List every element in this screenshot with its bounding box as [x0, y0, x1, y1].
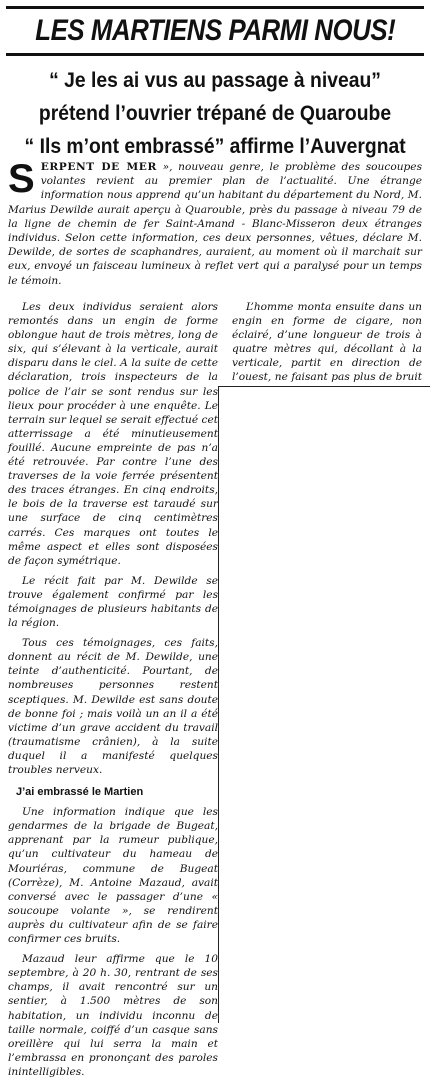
blank-area — [218, 386, 430, 1023]
headline-block — [8, 64, 422, 163]
headline-1: “ Je les ai vus au passage à niveau” — [49, 69, 381, 92]
headline-3: “ Ils m’ont embrassé” affirme l’Auvergnat — [24, 135, 406, 158]
section-subhead: J’ai embrassé le Martien — [16, 786, 144, 799]
lead-intro: ERPENT DE MER — [40, 161, 157, 173]
lead-paragraph — [8, 157, 423, 288]
article-paragraph: Le récit fait par M. Dewilde se trouve également confirmé par les témoignages de plusieurs habitants de la région. — [8, 574, 218, 630]
masthead — [6, 6, 424, 56]
article-paragraph: Une information indique que les gendarmes de la brigade de Bugeat, apprenant par la rumeur publique, qu’un cultivateur du hameau de Mouriéras, commune de Bugeat (Corrèze), M. Antoine Mazaud, avait conversé avec le passager d’une « soucoupe volante », se rendirent auprès du cultivateur afin de se faire confirmer ces bruits. — [8, 806, 218, 946]
article-paragraph: Tous ces témoignages, ces faits, donnent au récit de M. Dewilde, une teinte d’authenticité. Pourtant, de nombreuses personnes restent sceptiques. M. Dewilde est sans doute de bonne foi ; mais voilà un an il a été victime d’un grave accident du travail (traumatisme crânien), à la suite duquel il a manifesté quelques troubles nerveux. — [8, 637, 218, 776]
headline-2: prétend l’ouvrier trépané de Quaroube — [38, 102, 392, 125]
article-paragraph: L’homme monta ensuite dans un engin en forme de cigare, non éclairé, d’une longueur de trois à quatre mètres qui, décollant à la verticale, partit en direction de l’ouest, ne faisant pas plus de bruit — [232, 301, 422, 384]
masthead-title: LES MARTIENS PARMI NOUS! — [35, 14, 395, 47]
lead-text: », nouveau genre, le problème des soucoupes volantes revient au premier plan de l’actualité. Une étrange information nous apprend qu’un habitant du département du Nord, M. Marius Dewilde aurait aperçu à Quarouble, près du passage à niveau 79 de la ligne de chemin de fer Saint-Amand - Blanc-Misseron deux étranges individus. Selon cette information, ces deux personnes, vêtues, déclare M. Dewilde, de sortes de scaphandres, auraient, au moment où il marchait sur eux, envoyé un faisceau lumineux à reflet vert qui a paralysé pour un temps le témoin. — [8, 161, 423, 287]
drop-cap: S — [8, 157, 35, 201]
article-paragraph: Les deux individus seraient alors remontés dans un engin de forme oblongue haut de trois mètres, long de six, qui s’élevant à la verticale, aurait disparu dans le ciel. A la suite de cette déclaration, trois inspecteurs de la police de l’air se sont rendus sur les lieux pour procéder à une enquête. Le terrain sur lequel se serait effectué cet atterrissage a été minutieusement fouillé. Aucune empreinte de pas n’a été retrouvée. Par contre l’une des traverses de la voie ferrée présentent des traces étranges. En cinq endroits, le bois de la traverse est taraudé sur une surface de cinq centimètres carrés. Ces marques ont toutes le même aspect et elles sont disposées de façon symétrique. — [8, 301, 218, 567]
left-column — [8, 300, 218, 1085]
article-paragraph: Mazaud leur affirme que le 10 septembre, à 20 h. 30, rentrant de ses champs, il avait rencontré sur un sentier, à 1.500 mètres de son habitation, un individu inconnu de taille normale, coiffé d’un casque sans oreillère qui lui serra la main et l’embrassa en prononçant des paroles inintelligibles. — [8, 953, 218, 1078]
